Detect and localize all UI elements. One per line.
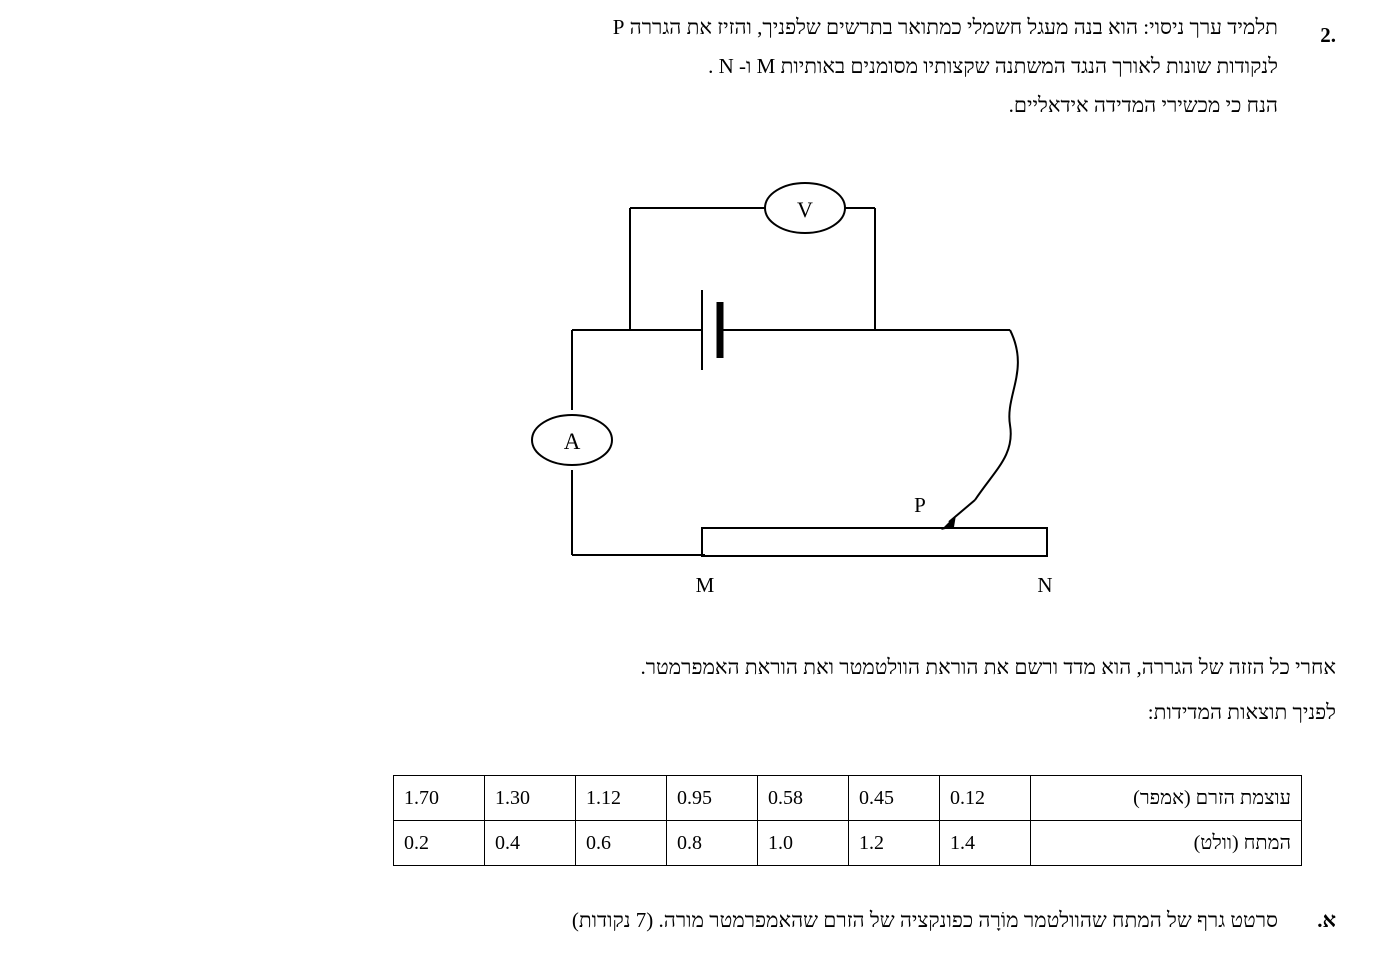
middle-line-2: לפניך תוצאות המדידות:	[1147, 700, 1336, 724]
row-label-current: עוצמת הזרם (אמפר)	[1031, 776, 1302, 821]
middle-text-block	[86, 645, 1336, 735]
middle-line-1: אחרי כל הזזה של הגררה, הוא מדד ורשם את הוראת הוולטמטר ואת הוראת האמפרמטר.	[640, 655, 1336, 679]
table-row	[394, 776, 1302, 821]
current-cell-7: 1.70	[394, 776, 485, 821]
measurements-table	[393, 775, 1302, 866]
voltmeter-label: V	[797, 197, 813, 222]
voltage-cell-7: 0.2	[394, 821, 485, 866]
voltage-cell-1: 1.4	[940, 821, 1031, 866]
slider-label-p: P	[914, 493, 926, 517]
current-cell-5: 1.12	[576, 776, 667, 821]
sub-question-letter: א.	[1317, 908, 1336, 932]
resistor-label-m: M	[695, 573, 715, 597]
question-number: .2	[1320, 23, 1336, 47]
resistor-label-n: N	[1037, 573, 1053, 597]
table-row	[394, 821, 1302, 866]
current-cell-2: 0.45	[849, 776, 940, 821]
question-line-2: לנקודות שונות לאורך הנגד המשתנה שקצותיו מסומנים באותיות M ו- N .	[708, 54, 1278, 78]
current-cell-6: 1.30	[485, 776, 576, 821]
current-cell-1: 0.12	[940, 776, 1031, 821]
ammeter-label: A	[563, 429, 581, 454]
voltage-cell-3: 1.0	[758, 821, 849, 866]
variable-resistor	[702, 528, 1047, 556]
voltage-cell-6: 0.4	[485, 821, 576, 866]
voltage-cell-5: 0.6	[576, 821, 667, 866]
sub-question-text: סרטט גרף של המתח שהוולטמר מוֹרָה כפונקציה של הזרם שהאמפרמטר מורה. (7 נקודות)	[571, 908, 1278, 932]
question-block	[46, 8, 1336, 125]
sub-question-block	[86, 900, 1336, 940]
circuit-diagram	[430, 170, 1130, 610]
row-label-voltage: המתח (וולט)	[1031, 821, 1302, 866]
voltage-cell-2: 1.2	[849, 821, 940, 866]
question-line-1: תלמיד ערך ניסוי: הוא בנה מעגל חשמלי כמתואר בתרשים שלפניך, והזיז את הגררה P	[612, 15, 1278, 39]
question-line-3: הנח כי מכשירי המדידה אידאליים.	[1008, 93, 1278, 117]
current-cell-3: 0.58	[758, 776, 849, 821]
current-cell-4: 0.95	[667, 776, 758, 821]
voltage-cell-4: 0.8	[667, 821, 758, 866]
